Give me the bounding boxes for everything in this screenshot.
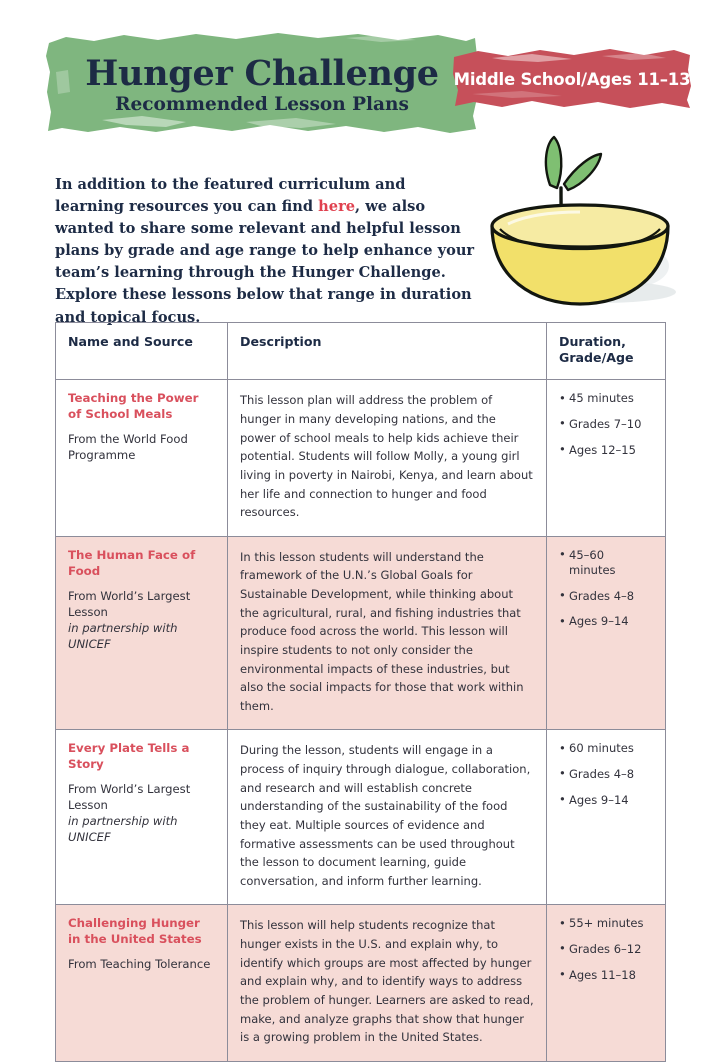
list-item: • Grades 6–12 xyxy=(559,942,653,958)
lesson-title[interactable]: Every Plate Tells a Story xyxy=(68,741,190,772)
lesson-source-main: From World’s Largest Lesson xyxy=(68,782,191,813)
lesson-plans-table-wrap xyxy=(55,322,665,1062)
column-header-duration-grade-age xyxy=(547,323,666,380)
list-item: • 45–60 minutes xyxy=(559,548,653,579)
cell-description xyxy=(228,380,547,536)
page-subtitle: Recommended Lesson Plans xyxy=(115,93,409,115)
lesson-description: This lesson will help students recognize that hunger exists in the U.S. and explain why, to identify which groups are most affected by hunger and explain why, and to identify ways to address the problem of hunger. Learners are asked to read, make, and analyze graphs that show that hunger is a growing problem in the United States. xyxy=(240,918,534,1045)
list-item: • 45 minutes xyxy=(559,391,653,407)
seedling-in-bowl-illustration xyxy=(484,126,699,311)
lesson-plans-table xyxy=(55,322,666,1062)
list-item: • Grades 4–8 xyxy=(559,589,653,605)
cell-name-and-source xyxy=(56,905,228,1061)
lesson-description: In this lesson students will understand the framework of the U.N.’s Global Goals for Sustainable Development, while thinking about the agricultural, rural, and fishing industries that produce food across the world. This lesson will inspire students to not only consider the environmental impacts of these industries, but also the social impacts for those that work within them. xyxy=(240,549,524,713)
cell-name-and-source xyxy=(56,380,228,536)
column-header-description: Description xyxy=(228,323,547,380)
cell-duration-grade-age xyxy=(547,730,666,905)
lesson-title[interactable]: Teaching the Power of School Meals xyxy=(68,391,199,422)
lesson-description: During the lesson, students will engage in a process of inquiry through dialogue, collaboration, and research and will establish concrete understanding of the sustainability of the food they eat. Multiple sources of evidence and formative assessments can be used throughout the lesson to document learning, guide conversation, and inform further learning. xyxy=(240,743,531,888)
header-title-block xyxy=(46,32,478,135)
table-row xyxy=(56,380,666,536)
table-body xyxy=(56,380,666,1061)
lesson-source xyxy=(68,782,215,846)
lesson-source: From the World Food Programme xyxy=(68,432,188,463)
duration-header-line1: Duration, xyxy=(559,334,626,349)
list-item: • Ages 11–18 xyxy=(559,968,653,984)
intro-text-part1: In addition to the featured curriculum and learning resources you can find xyxy=(55,175,406,215)
cell-description xyxy=(228,536,547,730)
column-header-name-and-source: Name and Source xyxy=(56,323,228,380)
intro-section xyxy=(0,150,720,326)
cell-duration-grade-age xyxy=(547,380,666,536)
lesson-title[interactable]: The Human Face of Food xyxy=(68,547,196,578)
cell-name-and-source xyxy=(56,536,228,730)
lesson-source-partner: in partnership with UNICEF xyxy=(68,620,178,651)
page-title: Hunger Challenge xyxy=(85,52,439,94)
list-item: • Ages 12–15 xyxy=(559,443,653,459)
lesson-meta-list xyxy=(559,391,653,458)
list-item: • Ages 9–14 xyxy=(559,614,653,630)
lesson-meta-list xyxy=(559,741,653,808)
list-item: • 60 minutes xyxy=(559,741,653,757)
table-row xyxy=(56,905,666,1061)
list-item: • 55+ minutes xyxy=(559,916,653,932)
cell-duration-grade-age xyxy=(547,905,666,1061)
table-head xyxy=(56,323,666,380)
cell-duration-grade-age xyxy=(547,536,666,730)
cell-description xyxy=(228,730,547,905)
table-row xyxy=(56,536,666,730)
cell-name-and-source xyxy=(56,730,228,905)
lesson-description: This lesson plan will address the problem of hunger in many developing nations, and the power of school meals to help kids achieve their potential. Students will follow Molly, a young girl living in poverty in Nairobi, Kenya, and learn about her life and connection to hunger and food resources. xyxy=(240,393,533,520)
lesson-source-main: From World’s Largest Lesson xyxy=(68,588,191,619)
duration-header-line2: Grade/Age xyxy=(559,349,634,365)
audience-badge-label: Middle School/Ages 11–13 xyxy=(453,69,691,89)
list-item: • Grades 4–8 xyxy=(559,767,653,783)
lesson-source-partner: in partnership with UNICEF xyxy=(68,814,178,845)
intro-text-part2: , we also wanted to share some relevant and helpful lesson plans by grade and age range to help enhance your team’s learning through the Hunger Challenge. Explore these lessons below that range in duration and topical focus. xyxy=(55,197,475,326)
table-row xyxy=(56,730,666,905)
list-item: • Grades 7–10 xyxy=(559,417,653,433)
lesson-source xyxy=(68,589,215,653)
here-link[interactable]: here xyxy=(318,197,356,215)
lesson-source: From Teaching Tolerance xyxy=(68,957,211,972)
lesson-meta-list xyxy=(559,916,653,983)
list-item: • Ages 9–14 xyxy=(559,793,653,809)
lesson-meta-list xyxy=(559,548,653,630)
intro-paragraph xyxy=(55,174,475,329)
table-header-row xyxy=(56,323,666,380)
cell-description xyxy=(228,905,547,1061)
lesson-title[interactable]: Challenging Hunger in the United States xyxy=(68,916,202,947)
